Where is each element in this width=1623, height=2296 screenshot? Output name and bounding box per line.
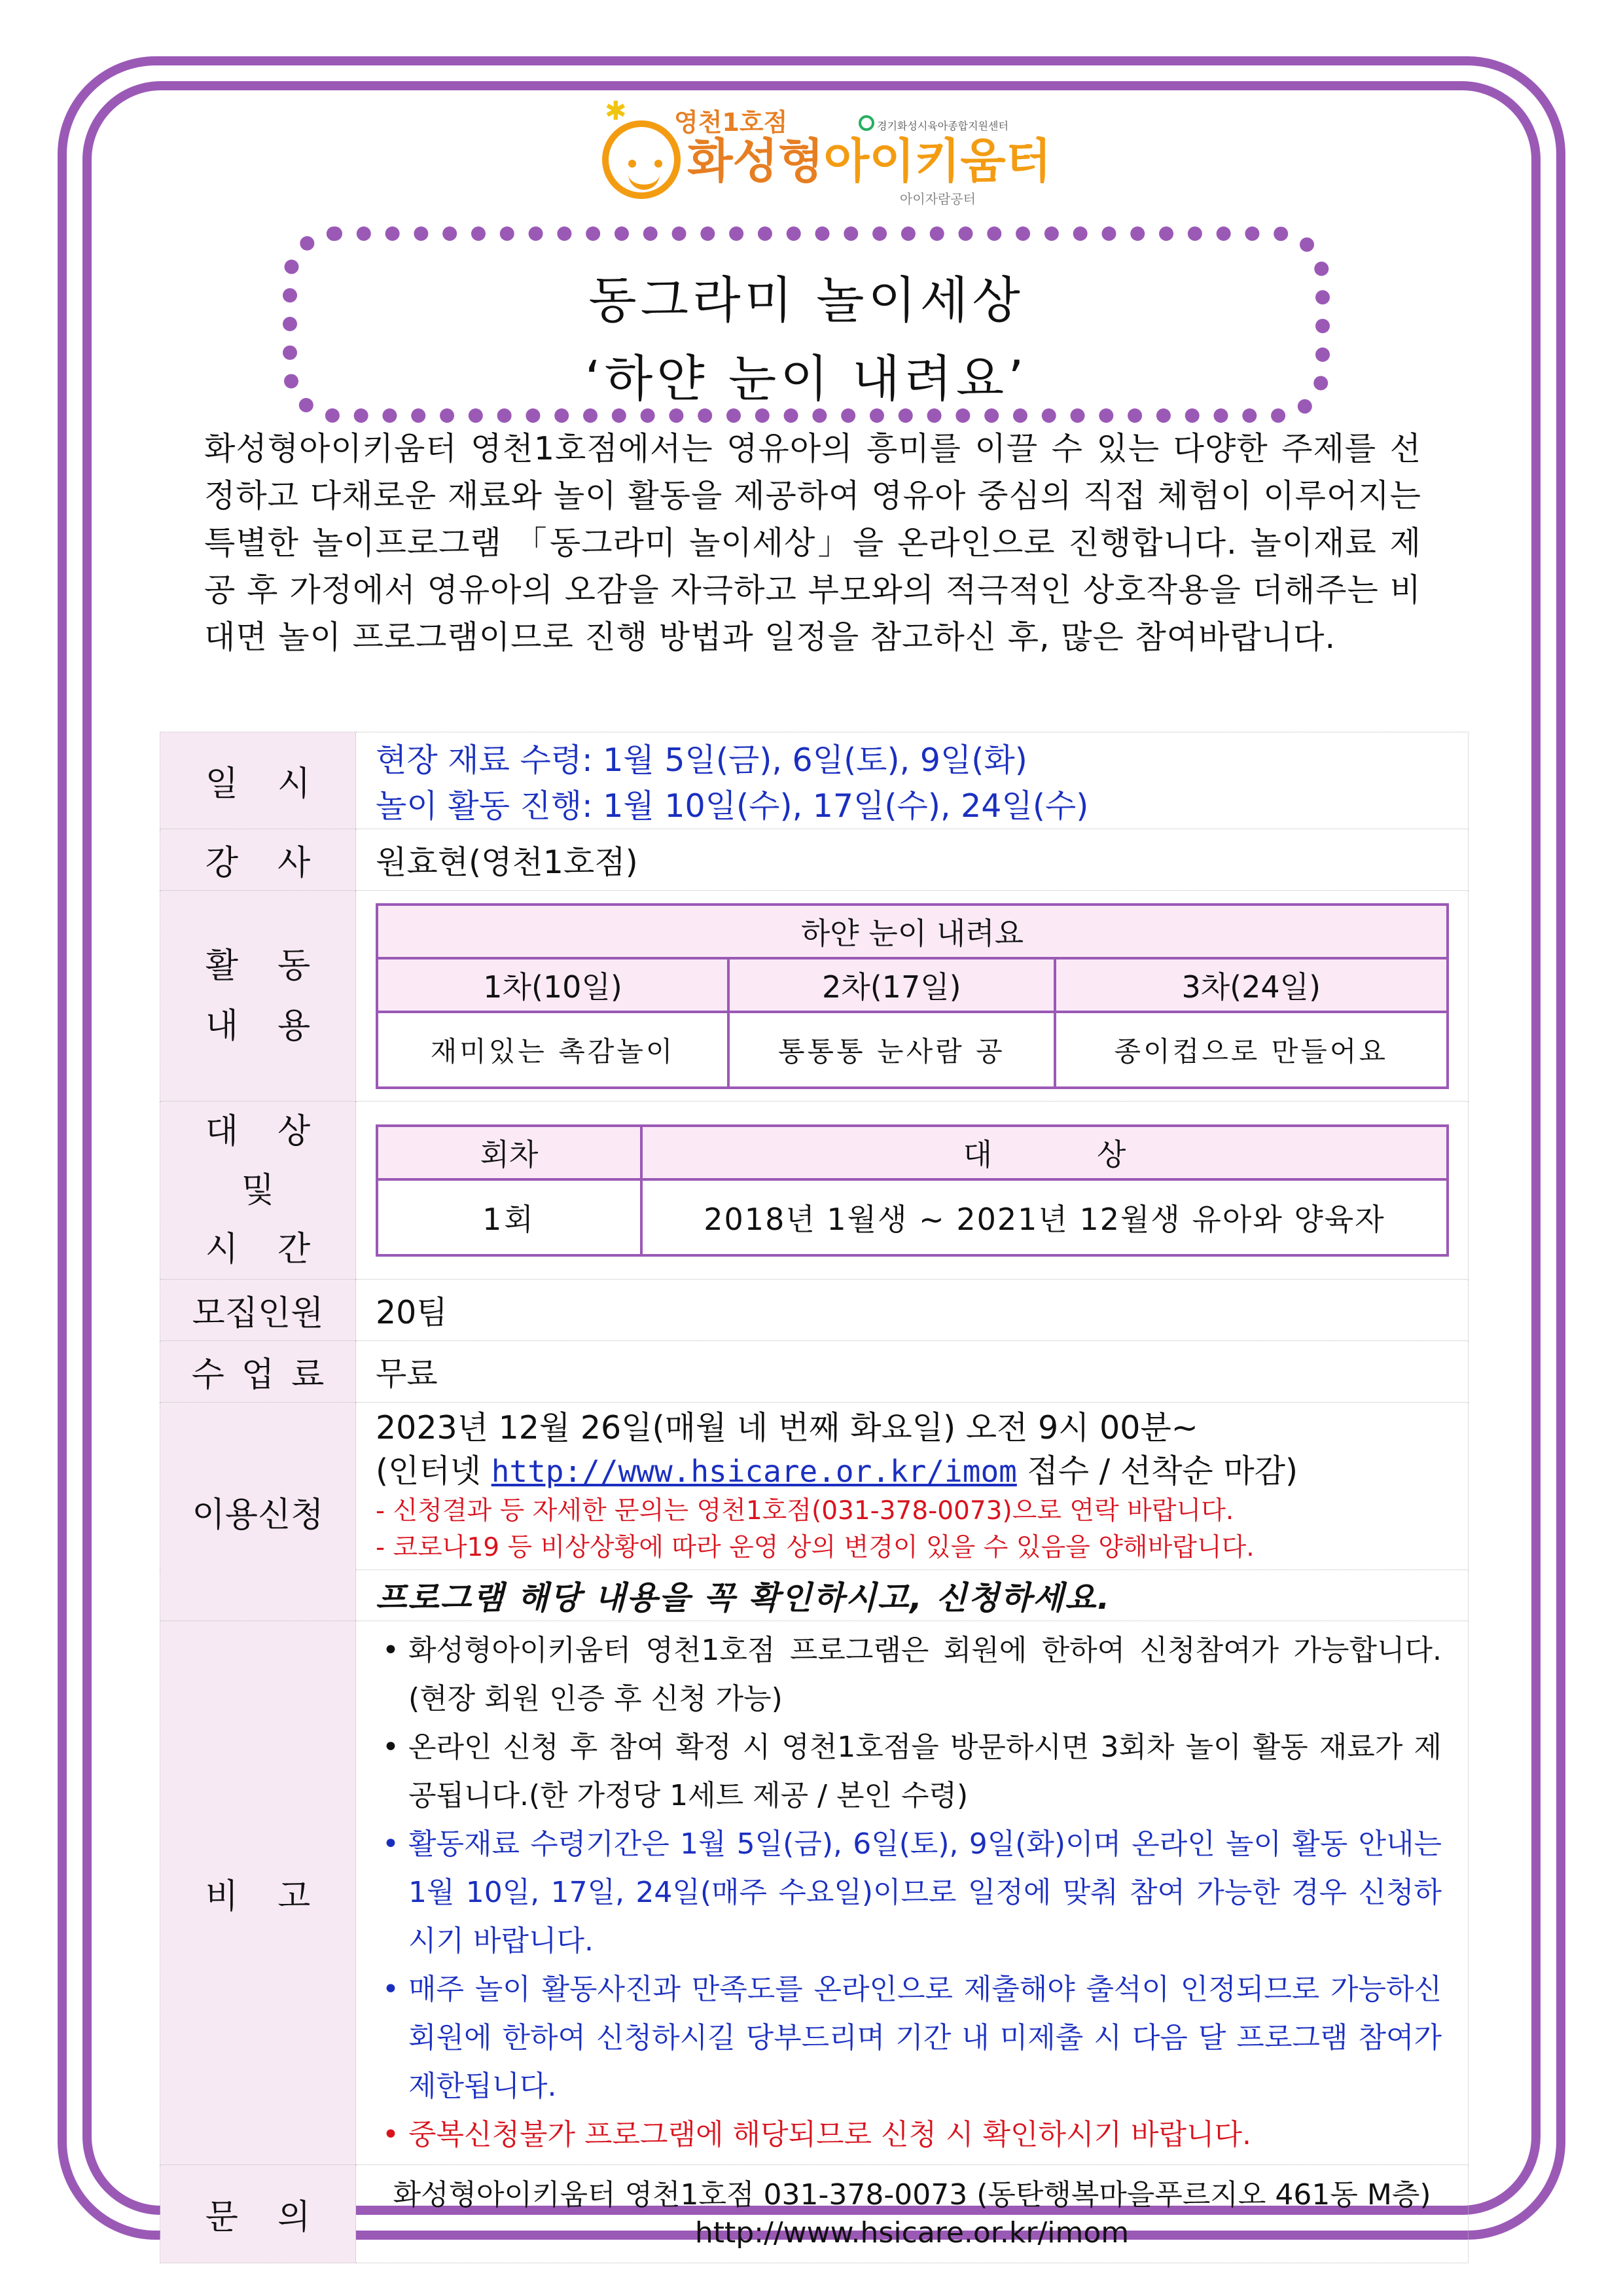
- row-recruit: [160, 1280, 1469, 1341]
- contact-url[interactable]: http://www.hsicare.or.kr/imom: [694, 2215, 1130, 2250]
- label-target-1: 대상: [205, 1111, 350, 1151]
- apply-note-1: - 신청결과 등 자세한 문의는 영천1호점(031-378-0073)으로 연락 바랍니다.: [376, 1496, 1234, 1526]
- recruit-value: 20팀: [356, 1280, 1469, 1341]
- row-fee: [160, 1341, 1469, 1403]
- activity-header: 하얀 눈이 내려요: [377, 905, 1448, 958]
- target-col-session: 회차: [377, 1126, 641, 1179]
- session-2-name: 2차(17일): [728, 958, 1054, 1012]
- label-apply: 이용신청: [160, 1403, 356, 1621]
- target-session: 1회: [377, 1179, 641, 1255]
- target-value: 2018년 1월생 ~ 2021년 12월생 유아와 양육자: [641, 1179, 1448, 1255]
- title-box: [283, 226, 1330, 423]
- row-apply: [160, 1403, 1469, 1570]
- instructor-value: 원효현(영천1호점): [356, 829, 1469, 891]
- session-2-content: 통통통 눈사람 공: [728, 1012, 1054, 1088]
- target-col-target: 대상: [641, 1126, 1448, 1179]
- row-contact: [160, 2165, 1469, 2263]
- label-activity-1: 활동: [205, 946, 350, 986]
- row-schedule: [160, 732, 1469, 829]
- label-activity-2: 내용: [205, 1006, 350, 1046]
- label-target-3: 시간: [205, 1229, 350, 1269]
- row-remarks: [160, 1621, 1469, 2165]
- row-instructor: [160, 829, 1469, 891]
- remarks-list: [356, 1626, 1468, 2159]
- label-target-2: 및: [241, 1170, 275, 1210]
- title-line-2: ‘하얀 눈이 내려요’: [584, 350, 1028, 408]
- label-recruit: 모집인원: [160, 1280, 356, 1341]
- logo-subtext: 아이자람공터: [900, 191, 976, 207]
- logo-name: 화성형아이키움터: [687, 134, 1052, 188]
- schedule-activity: 놀이 활동 진행: 1월 10일(수), 17일(수), 24일(수): [376, 787, 1089, 825]
- center-logo-icon: [859, 115, 874, 131]
- star-icon: ✱: [605, 96, 627, 126]
- apply-date: 2023년 12월 26일(매월 네 번째 화요일) 오전 9시 00분~: [376, 1408, 1198, 1446]
- apply-note-2: - 코로나19 등 비상상황에 따라 운영 상의 변경이 있을 수 있음을 양해바랍니다.: [376, 1532, 1255, 1562]
- logo-branch: 영천1호점: [674, 108, 788, 137]
- apply-notice: 프로그램 해당 내용을 꼭 확인하시고, 신청하세요.: [356, 1570, 1469, 1621]
- contact-info: 화성형아이키움터 영천1호점 031-378-0073 (동탄행복마을푸르지오 461동 M층): [393, 2178, 1431, 2212]
- label-fee: 수업료: [191, 1355, 342, 1395]
- row-target: [160, 1102, 1469, 1280]
- apply-method: (인터넷 http://www.hsicare.or.kr/imom 접수 / 선착순 마감): [376, 1452, 1298, 1490]
- logo-center-name: 경기화성시육아종합지원센터: [877, 120, 1008, 132]
- child-face-icon: [602, 120, 681, 199]
- title-line-1: 동그라미 놀이세상: [588, 271, 1024, 329]
- remark-item-3: • 활동재료 수령기간은 1월 5일(금), 6일(토), 9일(화)이며 온라인 놀이 활동 안내는 1월 10일, 17일, 24일(매주 수요일)이므로 일정에 맞춰 참여 가능한 경우 신청하시기 바랍니다.: [376, 1820, 1442, 1965]
- remark-item-5: • 중복신청불가 프로그램에 해당되므로 신청 시 확인하시기 바랍니다.: [376, 2111, 1442, 2159]
- fee-value: 무료: [356, 1341, 1469, 1403]
- label-instructor: 강사: [205, 844, 350, 883]
- row-activity: [160, 891, 1469, 1102]
- label-remarks: 비고: [205, 1876, 350, 1916]
- label-schedule: 일시: [205, 764, 350, 804]
- apply-link[interactable]: http://www.hsicare.or.kr/imom: [491, 1453, 1017, 1489]
- logo: [602, 96, 1052, 207]
- row-apply-notice: [160, 1570, 1469, 1621]
- info-table: [160, 732, 1469, 2263]
- target-table: [376, 1124, 1449, 1257]
- session-1-name: 1차(10일): [377, 958, 728, 1012]
- schedule-pickup: 현장 재료 수령: 1월 5일(금), 6일(토), 9일(화): [376, 741, 1027, 779]
- session-1-content: 재미있는 촉감놀이: [377, 1012, 728, 1088]
- remark-item-4: • 매주 놀이 활동사진과 만족도를 온라인으로 제출해야 출석이 인정되므로 가능하신 회원에 한하여 신청하시길 당부드리며 기간 내 미제출 시 다음 달 프로그램 참여가 제한됩니다.: [376, 1965, 1442, 2111]
- label-contact: 문의: [205, 2198, 350, 2237]
- remark-item-1: • 화성형아이키움터 영천1호점 프로그램은 회원에 한하여 신청참여가 가능합니다.(현장 회원 인증 후 신청 가능): [376, 1626, 1442, 1723]
- intro-paragraph: 화성형아이키움터 영천1호점에서는 영유아의 흥미를 이끌 수 있는 다양한 주제를 선정하고 다채로운 재료와 놀이 활동을 제공하여 영유아 중심의 직접 체험이 이루어지는 특별한 놀이프로그램 「동그라미 놀이세상」을 온라인으로 진행합니다. 놀이재료 제공 후 가정에서 영유아의 오감을 자극하고 부모와의 적극적인 상호작용을 더해주는 비대면 놀이 프로그램이므로 진행 방법과 일정을 참고하신 후, 많은 참여바랍니다.: [204, 430, 1421, 656]
- remark-item-2: • 온라인 신청 후 참여 확정 시 영천1호점을 방문하시면 3회차 놀이 활동 재료가 제공됩니다.(한 가정당 1세트 제공 / 본인 수령): [376, 1723, 1442, 1820]
- session-3-name: 3차(24일): [1055, 958, 1448, 1012]
- activity-table: [376, 903, 1449, 1089]
- session-3-content: 종이컵으로 만들어요: [1055, 1012, 1448, 1088]
